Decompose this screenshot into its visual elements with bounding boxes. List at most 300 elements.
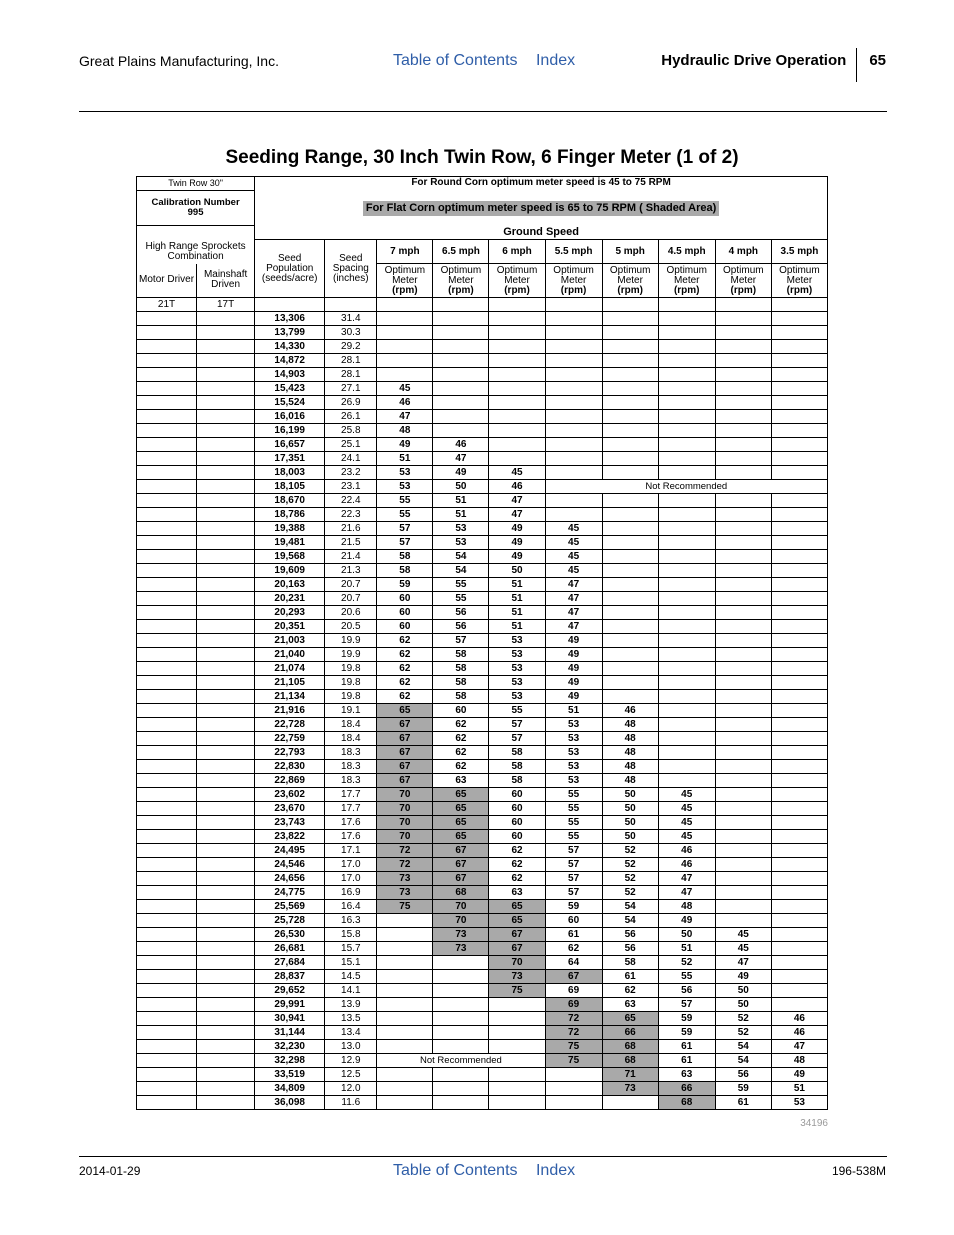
rpm-value: 53 <box>545 746 602 760</box>
rpm-value: 53 <box>771 1096 827 1110</box>
rpm-value: 47 <box>489 508 545 522</box>
rpm-value: 47 <box>658 872 715 886</box>
rpm-value: 53 <box>489 662 545 676</box>
seed-spacing-value: 23.2 <box>325 466 377 480</box>
rpm-value: 51 <box>489 620 545 634</box>
rpm-value: 70 <box>433 900 489 914</box>
blank-cell <box>137 508 197 522</box>
rpm-value: 61 <box>602 970 658 984</box>
motor-driver-header: Motor Driver <box>137 264 197 298</box>
rpm-value: 46 <box>658 858 715 872</box>
blank-cell <box>197 872 255 886</box>
seed-spacing-value: 27.1 <box>325 382 377 396</box>
blank-cell <box>137 1096 197 1110</box>
table-row <box>137 774 828 788</box>
rpm-value: 50 <box>658 928 715 942</box>
blank-cell <box>197 564 255 578</box>
table-row <box>137 816 828 830</box>
rpm-value: 49 <box>545 676 602 690</box>
rpm-value <box>602 508 658 522</box>
rpm-value <box>602 578 658 592</box>
table-row <box>137 900 828 914</box>
blank-cell <box>197 634 255 648</box>
seed-population-value: 16,657 <box>255 438 325 452</box>
rpm-label: (rpm) <box>673 284 700 296</box>
rpm-value: 52 <box>602 844 658 858</box>
table-row <box>137 802 828 816</box>
blank-cell <box>137 466 197 480</box>
rpm-value <box>658 466 715 480</box>
blank-cell <box>197 1096 255 1110</box>
rpm-value: 67 <box>489 942 545 956</box>
rpm-value: 52 <box>602 858 658 872</box>
table-row <box>137 191 828 226</box>
rpm-value: 55 <box>545 816 602 830</box>
table-body <box>137 177 828 1110</box>
table-row <box>137 858 828 872</box>
rpm-value: 55 <box>433 578 489 592</box>
rpm-value <box>602 368 658 382</box>
table-row <box>137 984 828 998</box>
rpm-value <box>715 620 771 634</box>
seed-population-value: 23,670 <box>255 802 325 816</box>
rpm-value <box>658 662 715 676</box>
rpm-value: 60 <box>545 914 602 928</box>
blank-cell <box>197 1012 255 1026</box>
seed-spacing-value: 13.9 <box>325 998 377 1012</box>
table-row <box>137 970 828 984</box>
rpm-value: 52 <box>602 872 658 886</box>
rpm-value <box>771 382 827 396</box>
blank-cell <box>197 704 255 718</box>
rpm-value: 49 <box>771 1068 827 1082</box>
table-row <box>137 788 828 802</box>
seed-spacing-value: 18.3 <box>325 760 377 774</box>
seed-population-value: 22,759 <box>255 732 325 746</box>
rpm-value: 62 <box>489 872 545 886</box>
toc-link[interactable]: Table of Contents <box>393 52 518 69</box>
blank-cell <box>197 522 255 536</box>
rpm-value <box>715 340 771 354</box>
seed-population-value: 19,388 <box>255 522 325 536</box>
rpm-value: 67 <box>545 970 602 984</box>
optimum-meter-label: Optimum Meter <box>723 264 764 286</box>
rpm-value: 50 <box>489 564 545 578</box>
rpm-value: 58 <box>489 760 545 774</box>
rpm-value: 51 <box>545 704 602 718</box>
blank-cell <box>197 340 255 354</box>
rpm-value: 54 <box>715 1054 771 1068</box>
rpm-value <box>771 312 827 326</box>
rpm-value: 73 <box>489 970 545 984</box>
blank-cell <box>137 1026 197 1040</box>
rpm-value: 57 <box>489 718 545 732</box>
rpm-value <box>377 1082 433 1096</box>
rpm-value <box>377 1026 433 1040</box>
rpm-value: 62 <box>377 676 433 690</box>
table-row <box>137 690 828 704</box>
blank-cell <box>137 326 197 340</box>
rpm-value <box>489 1096 545 1110</box>
blank-cell <box>137 522 197 536</box>
blank-cell <box>137 928 197 942</box>
rpm-value <box>715 326 771 340</box>
table-row <box>137 354 828 368</box>
rpm-value: 50 <box>602 830 658 844</box>
rpm-value <box>545 494 602 508</box>
rpm-value: 58 <box>377 564 433 578</box>
rpm-value: 61 <box>658 1054 715 1068</box>
rpm-value: 70 <box>377 802 433 816</box>
blank-cell <box>197 1054 255 1068</box>
speed-header: 4 mph <box>715 240 771 264</box>
toc-link[interactable]: Table of Contents <box>393 1162 518 1179</box>
rpm-value <box>489 1012 545 1026</box>
rpm-value: 57 <box>545 872 602 886</box>
table-row <box>137 396 828 410</box>
seed-spacing-value: 25.8 <box>325 424 377 438</box>
rpm-value <box>377 326 433 340</box>
rpm-value: 49 <box>489 550 545 564</box>
blank-cell <box>197 326 255 340</box>
blank-cell <box>137 410 197 424</box>
blank-cell <box>137 592 197 606</box>
rpm-value <box>602 326 658 340</box>
seed-spacing-value: 22.3 <box>325 508 377 522</box>
optimum-meter-header <box>489 264 545 298</box>
rpm-value: 51 <box>489 578 545 592</box>
blank-cell <box>197 956 255 970</box>
rpm-value: 53 <box>545 732 602 746</box>
rpm-value: 54 <box>433 550 489 564</box>
seed-population-value: 18,003 <box>255 466 325 480</box>
rpm-value: 52 <box>715 1026 771 1040</box>
rpm-value: 47 <box>658 886 715 900</box>
rpm-value: 56 <box>602 928 658 942</box>
rpm-value <box>489 410 545 424</box>
rpm-value <box>602 452 658 466</box>
rpm-value: 62 <box>489 844 545 858</box>
blank-cell <box>197 648 255 662</box>
rpm-value <box>771 634 827 648</box>
seed-spacing-value: 28.1 <box>325 368 377 382</box>
rpm-value <box>771 578 827 592</box>
blank-cell <box>137 620 197 634</box>
header-section <box>661 52 886 82</box>
rpm-value: 50 <box>715 984 771 998</box>
rpm-value: 48 <box>602 760 658 774</box>
blank-cell <box>658 298 715 312</box>
rpm-value <box>715 578 771 592</box>
blank-cell <box>137 830 197 844</box>
rpm-value: 65 <box>377 704 433 718</box>
rpm-value: 45 <box>715 942 771 956</box>
blank-cell <box>137 312 197 326</box>
rpm-value: 70 <box>377 788 433 802</box>
rpm-value: 58 <box>433 690 489 704</box>
seed-spacing-value: 31.4 <box>325 312 377 326</box>
seed-spacing-value: 30.3 <box>325 326 377 340</box>
seed-population-value: 19,481 <box>255 536 325 550</box>
table-row <box>137 886 828 900</box>
seed-spacing-value: 21.6 <box>325 522 377 536</box>
rpm-value: 62 <box>433 760 489 774</box>
rpm-value <box>602 312 658 326</box>
rpm-value <box>658 522 715 536</box>
rpm-value <box>771 508 827 522</box>
rpm-value <box>602 1096 658 1110</box>
rpm-label: (rpm) <box>392 284 418 296</box>
seed-population-value: 30,941 <box>255 1012 325 1026</box>
table-row <box>137 1026 828 1040</box>
rpm-value: 62 <box>377 662 433 676</box>
rpm-value <box>433 1096 489 1110</box>
company-name: Great Plains Manufacturing, Inc. <box>79 53 279 69</box>
page-title: Seeding Range, 30 Inch Twin Row, 6 Finger Meter (1 of 2) <box>225 147 739 168</box>
blank-cell <box>197 830 255 844</box>
rpm-value <box>771 564 827 578</box>
table-row <box>137 830 828 844</box>
rpm-value: 47 <box>433 452 489 466</box>
seed-spacing-value: 18.4 <box>325 732 377 746</box>
rpm-value <box>377 1040 433 1054</box>
blank-cell <box>137 788 197 802</box>
rpm-value <box>377 354 433 368</box>
rpm-value <box>433 1082 489 1096</box>
table-row <box>137 676 828 690</box>
rpm-value: 48 <box>602 718 658 732</box>
rpm-value <box>545 466 602 480</box>
rpm-value <box>771 900 827 914</box>
rpm-value: 47 <box>489 494 545 508</box>
blank-cell <box>137 564 197 578</box>
rpm-value: 75 <box>545 1054 602 1068</box>
rpm-value <box>545 452 602 466</box>
rpm-value: 71 <box>602 1068 658 1082</box>
rpm-value: 68 <box>602 1040 658 1054</box>
seed-population-value: 22,728 <box>255 718 325 732</box>
seed-population-value: 34,809 <box>255 1082 325 1096</box>
index-link[interactable]: Index <box>535 1162 576 1179</box>
rpm-value <box>602 382 658 396</box>
rpm-value <box>545 438 602 452</box>
seed-population-value: 24,546 <box>255 858 325 872</box>
blank-cell <box>137 536 197 550</box>
blank-cell <box>197 802 255 816</box>
blank-cell <box>325 298 377 312</box>
rpm-value: 54 <box>602 900 658 914</box>
rpm-value: 53 <box>489 690 545 704</box>
rpm-value <box>377 998 433 1012</box>
rpm-value <box>377 368 433 382</box>
rpm-value <box>771 816 827 830</box>
rpm-value <box>602 340 658 354</box>
rpm-value <box>602 536 658 550</box>
optimum-meter-label: Optimum Meter <box>779 264 820 286</box>
rpm-value <box>658 774 715 788</box>
rpm-value <box>658 312 715 326</box>
seed-population-value: 19,609 <box>255 564 325 578</box>
rpm-value <box>489 326 545 340</box>
table-row <box>137 1040 828 1054</box>
table-row <box>137 634 828 648</box>
rpm-value <box>545 326 602 340</box>
rpm-value: 65 <box>433 802 489 816</box>
rpm-value: 50 <box>602 802 658 816</box>
table-row <box>137 508 828 522</box>
rpm-value: 53 <box>545 774 602 788</box>
blank-cell <box>602 298 658 312</box>
rpm-value <box>602 494 658 508</box>
rpm-value <box>433 382 489 396</box>
rpm-value <box>545 354 602 368</box>
seed-spacing-value: 14.5 <box>325 970 377 984</box>
blank-cell <box>137 718 197 732</box>
seed-population-value: 32,230 <box>255 1040 325 1054</box>
rpm-value: 49 <box>377 438 433 452</box>
rpm-value: 59 <box>377 578 433 592</box>
table-row <box>137 340 828 354</box>
seed-population-value: 21,916 <box>255 704 325 718</box>
table-row <box>137 466 828 480</box>
rpm-value: 45 <box>658 816 715 830</box>
table-row <box>137 942 828 956</box>
rpm-value <box>602 648 658 662</box>
rpm-value <box>433 424 489 438</box>
rpm-value <box>602 620 658 634</box>
rpm-value <box>433 984 489 998</box>
rpm-value <box>377 914 433 928</box>
table-row <box>137 1096 828 1110</box>
rpm-value: 58 <box>377 550 433 564</box>
rpm-value <box>433 326 489 340</box>
rpm-value <box>602 424 658 438</box>
blank-cell <box>197 536 255 550</box>
rpm-value: 65 <box>489 914 545 928</box>
index-link[interactable]: Index <box>535 52 576 69</box>
blank-cell <box>197 424 255 438</box>
seed-spacing-value: 28.1 <box>325 354 377 368</box>
rpm-value <box>715 452 771 466</box>
seed-spacing-value: 26.1 <box>325 410 377 424</box>
blank-cell <box>197 1040 255 1054</box>
seed-spacing-value: 19.8 <box>325 690 377 704</box>
table-row <box>137 606 828 620</box>
rpm-value <box>771 718 827 732</box>
seed-population-value: 20,231 <box>255 592 325 606</box>
rpm-value <box>658 564 715 578</box>
rpm-value: 52 <box>715 1012 771 1026</box>
rpm-value: 45 <box>545 550 602 564</box>
blank-cell <box>137 676 197 690</box>
rpm-value <box>771 774 827 788</box>
speed-header: 5 mph <box>602 240 658 264</box>
rpm-value <box>771 326 827 340</box>
rpm-value <box>602 690 658 704</box>
seed-population-value: 28,837 <box>255 970 325 984</box>
rpm-value <box>771 858 827 872</box>
header-divider <box>856 48 857 82</box>
rpm-value <box>715 914 771 928</box>
seed-spacing-value: 11.6 <box>325 1096 377 1110</box>
rpm-value: 58 <box>433 648 489 662</box>
rpm-value: 63 <box>602 998 658 1012</box>
rpm-value: 51 <box>377 452 433 466</box>
seed-population-value: 21,003 <box>255 634 325 648</box>
blank-cell <box>137 858 197 872</box>
rpm-value <box>658 410 715 424</box>
blank-cell <box>137 340 197 354</box>
rpm-value <box>602 354 658 368</box>
rpm-value <box>602 522 658 536</box>
seed-spacing-value: 18.3 <box>325 774 377 788</box>
rpm-value <box>715 564 771 578</box>
rpm-value: 54 <box>433 564 489 578</box>
blank-cell <box>545 298 602 312</box>
rpm-value <box>771 704 827 718</box>
rpm-value <box>433 1040 489 1054</box>
rpm-value: 73 <box>377 872 433 886</box>
rpm-value: 51 <box>433 494 489 508</box>
seed-population-value: 22,793 <box>255 746 325 760</box>
rpm-value: 48 <box>771 1054 827 1068</box>
blank-cell <box>197 816 255 830</box>
rpm-value: 49 <box>489 522 545 536</box>
blank-cell <box>137 746 197 760</box>
rpm-value: 49 <box>489 536 545 550</box>
rpm-value: 47 <box>545 620 602 634</box>
rpm-value <box>545 1096 602 1110</box>
rpm-value: 57 <box>545 886 602 900</box>
rpm-value <box>602 396 658 410</box>
table-row <box>137 928 828 942</box>
seed-spacing-value: 20.7 <box>325 592 377 606</box>
table-row <box>137 550 828 564</box>
rpm-value: 70 <box>489 956 545 970</box>
rpm-value <box>771 662 827 676</box>
rpm-value <box>433 1012 489 1026</box>
rpm-value <box>715 396 771 410</box>
rpm-value <box>602 564 658 578</box>
table-row <box>137 648 828 662</box>
rpm-value <box>715 508 771 522</box>
rpm-value <box>489 1026 545 1040</box>
blank-cell <box>197 886 255 900</box>
rpm-value <box>602 438 658 452</box>
blank-cell <box>771 298 827 312</box>
seed-spacing-value: 19.8 <box>325 662 377 676</box>
speed-header: 6 mph <box>489 240 545 264</box>
blank-cell <box>197 928 255 942</box>
blank-cell <box>137 424 197 438</box>
blank-cell <box>137 606 197 620</box>
rpm-value: 62 <box>433 718 489 732</box>
rpm-value <box>602 634 658 648</box>
rpm-value <box>489 340 545 354</box>
rpm-value <box>715 634 771 648</box>
rpm-value <box>771 732 827 746</box>
blank-cell <box>137 844 197 858</box>
seed-spacing-value: 15.1 <box>325 956 377 970</box>
rpm-value <box>771 466 827 480</box>
seed-spacing-value: 16.9 <box>325 886 377 900</box>
seed-population-value: 22,869 <box>255 774 325 788</box>
blank-cell <box>197 480 255 494</box>
rpm-value <box>771 886 827 900</box>
blank-cell <box>137 368 197 382</box>
rpm-label: (rpm) <box>617 284 643 296</box>
table-row <box>137 956 828 970</box>
